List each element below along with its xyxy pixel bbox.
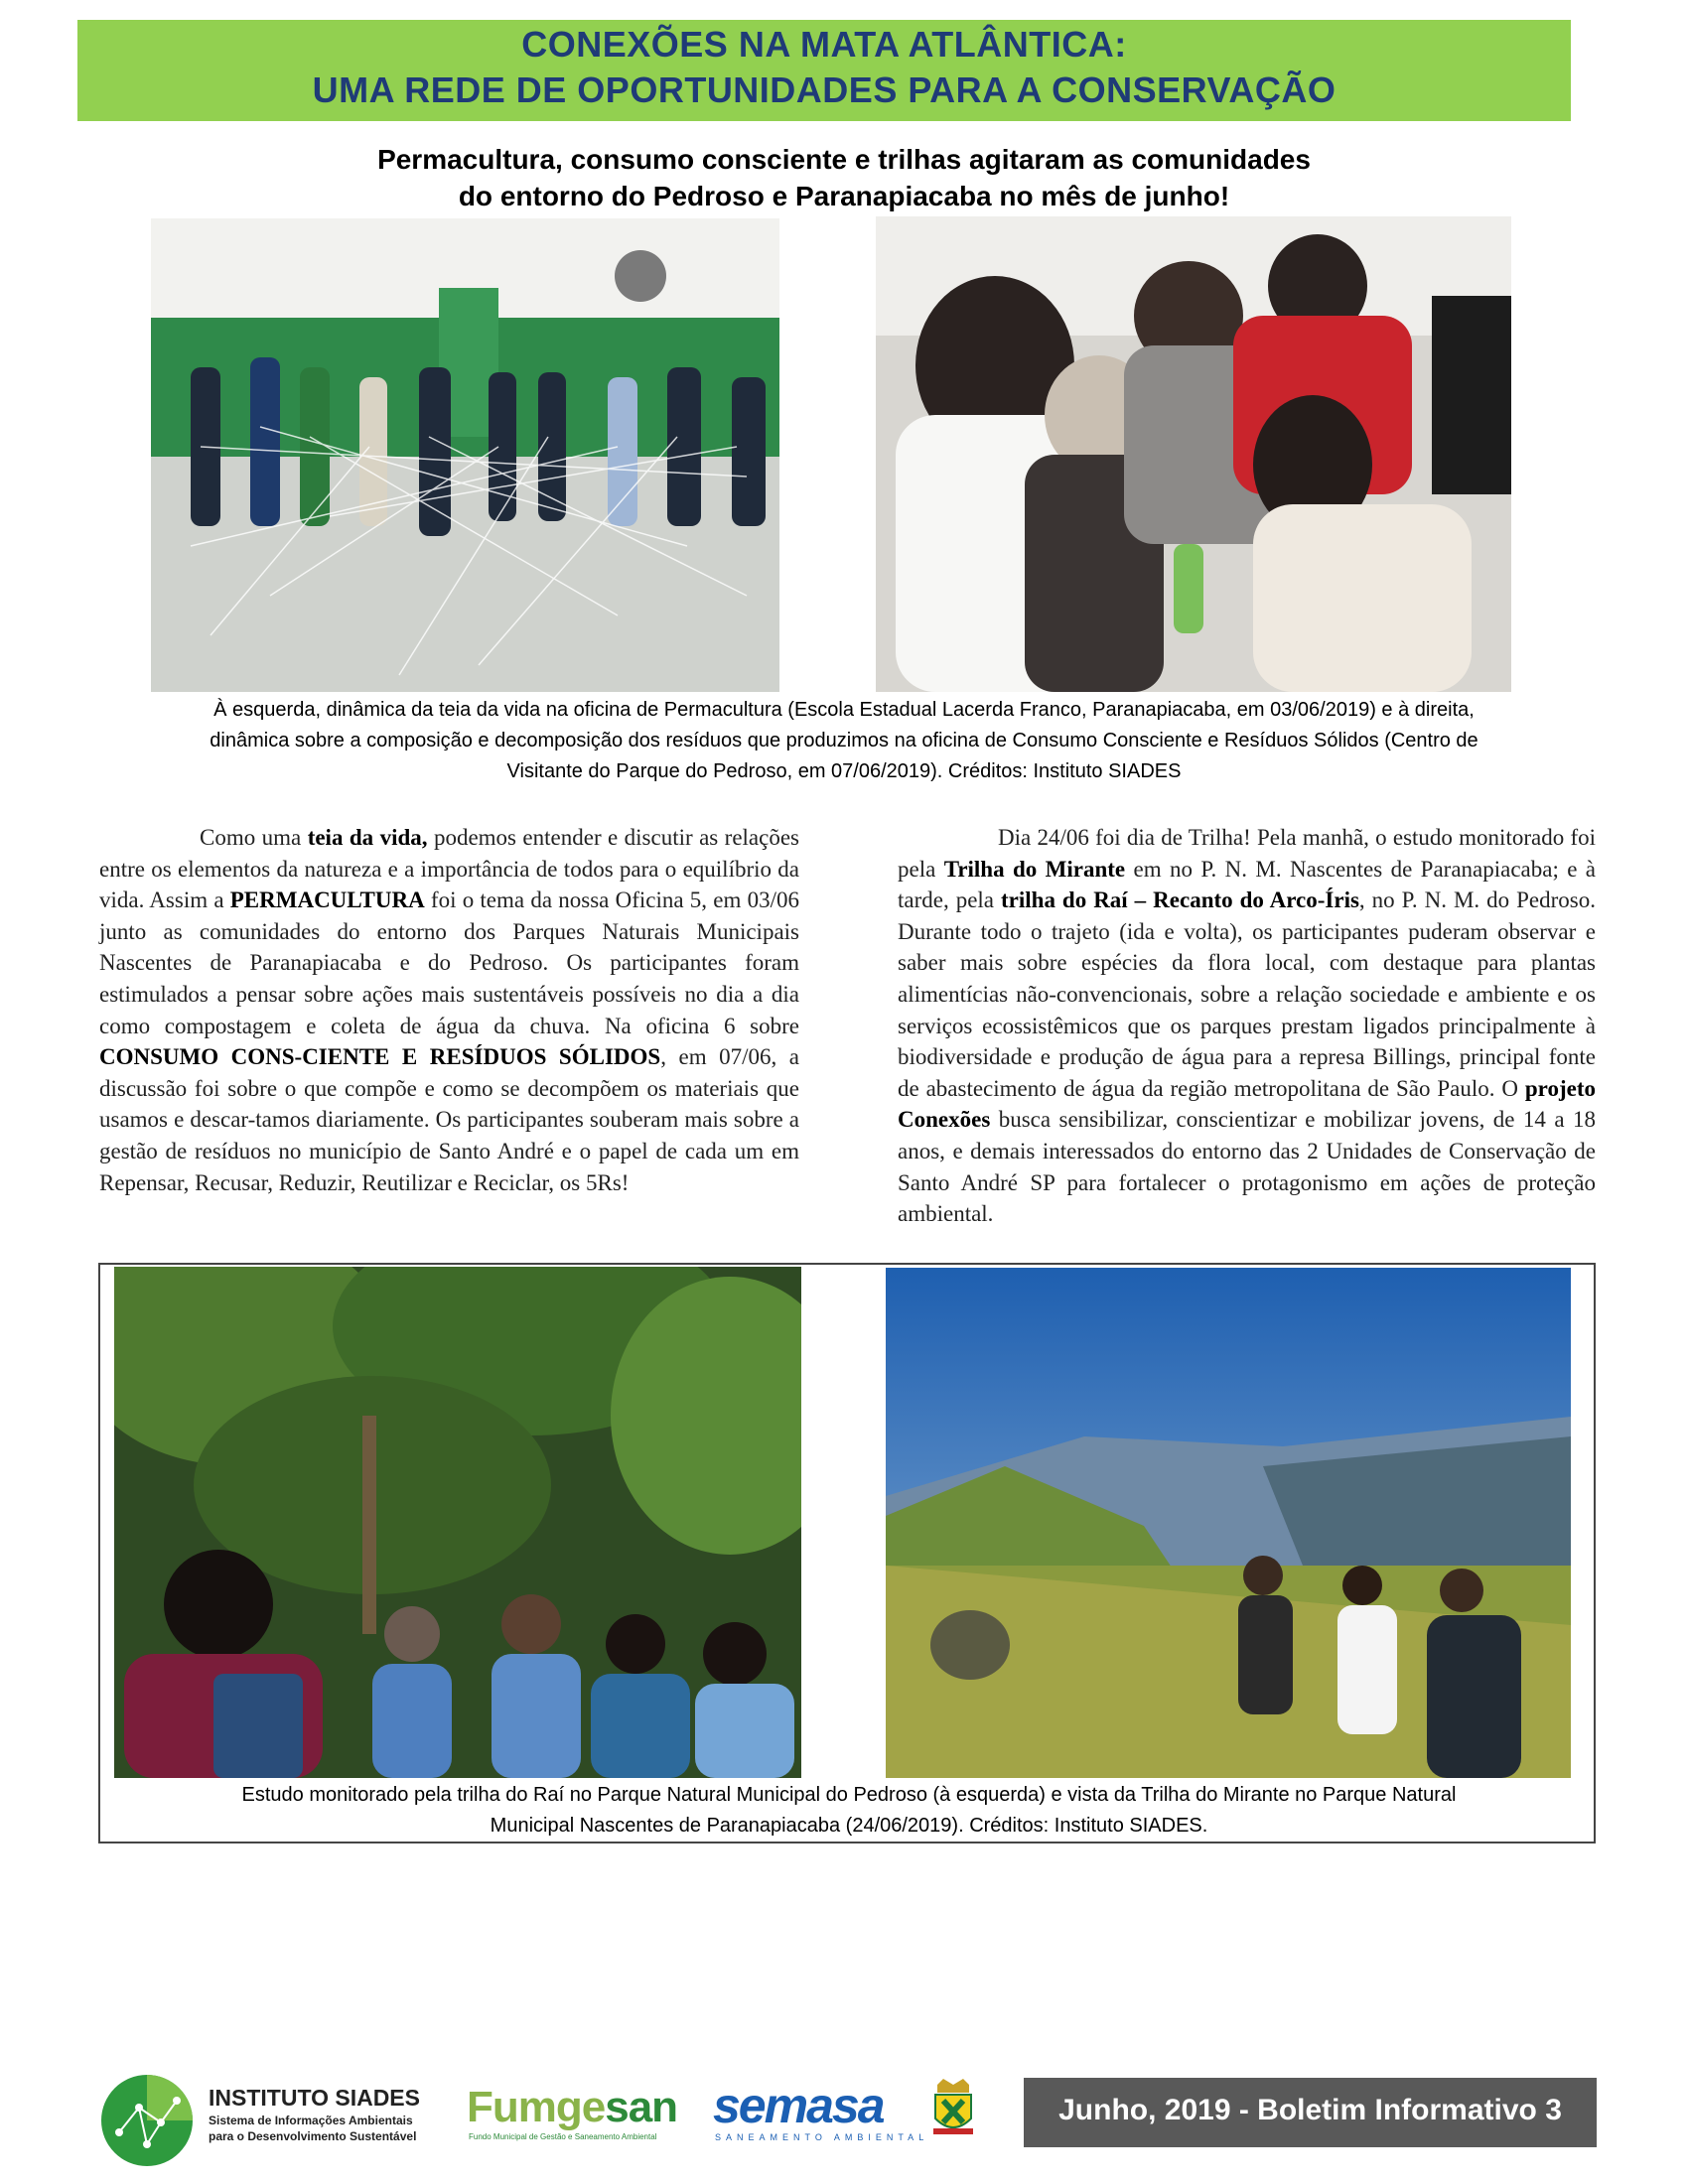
text-run: Como uma bbox=[200, 825, 308, 850]
text-run: , em 07/06, a discussão foi sobre o que compõe e como se decompõem os materiais que usamos e descar-tamos diariamente. Os participantes souberam mais sobre a gestão de resíduos no município de Santo André e o papel de cada um em Repensar, Recusar, Reduzir, Reutilizar e Reciclar, os 5Rs! bbox=[99, 1044, 799, 1195]
caption-top-line2: dinâmica sobre a composição e decomposição dos resíduos que produzimos na oficina de Consumo Consciente e Resíduos Sólidos (Centro de bbox=[210, 730, 1478, 751]
caption-bottom-line2: Municipal Nascentes de Paranapiacaba (24/06/2019). Créditos: Instituto SIADES. bbox=[490, 1815, 1208, 1837]
photo-trilha-do-rai bbox=[114, 1267, 801, 1778]
article-subtitle bbox=[199, 141, 1489, 214]
text-run: , no P. N. M. do Pedroso. Durante todo o trajeto (ida e volta), os participantes puderam observar e saber mais sobre espécies da flora local, com destaque para plantas alimentícias não-convencionais, sobre a relação sociedade e ambiente e os serviços ecossistêmicos que os parques prestam ligados principalmente à biodiversidade e produção de água para a represa Billings, principal fonte de abastecimento de água da região metropolitana de São Paulo. O bbox=[898, 887, 1596, 1101]
photo-trilha-do-mirante bbox=[886, 1268, 1571, 1778]
siades-description bbox=[209, 2113, 457, 2144]
photo-permacultura-workshop bbox=[151, 218, 779, 692]
page-title-line1: CONEXÕES NA MATA ATLÂNTICA: bbox=[521, 24, 1127, 65]
santo-andre-crest-icon bbox=[929, 2079, 977, 2138]
article-left-paragraph bbox=[99, 822, 799, 1198]
highlight-projeto-conexoes: projeto Conexões bbox=[898, 1075, 1596, 1133]
article-column-left bbox=[99, 822, 799, 1198]
text-run: busca sensibilizar, conscientizar e mobilizar jovens, de 14 a 18 anos, e demais interessados do entorno das 2 Unidades de Conservação de Santo André SP para fortalecer o protagonismo em ações de proteção ambiental. bbox=[898, 1107, 1596, 1227]
caption-bottom-line1: Estudo monitorado pela trilha do Raí no Parque Natural Municipal do Pedroso (à esquerda) e vista da Trilha do Mirante no Parque Natural bbox=[241, 1784, 1457, 1806]
caption-bottom-photos bbox=[129, 1780, 1569, 1842]
siades-desc-line2: para o Desenvolvimento Sustentável bbox=[209, 2129, 417, 2143]
highlight-trilha-do-mirante: Trilha do Mirante bbox=[943, 856, 1126, 882]
article-right-paragraph bbox=[898, 822, 1596, 1230]
siades-logo-icon bbox=[99, 2073, 195, 2168]
text-run: podemos entender e discutir as relações entre os elementos da natureza e a importância de todos para o equilíbrio da vida. Assim a bbox=[99, 825, 799, 913]
highlight-consumo-consciente: CONSUMO CONS-CIENTE E RESÍDUOS SÓLIDOS bbox=[99, 1044, 661, 1070]
caption-top-photos bbox=[109, 695, 1579, 787]
photo-consumo-consciente-workshop bbox=[876, 216, 1511, 692]
header-banner bbox=[77, 20, 1571, 121]
page-title-line2: UMA REDE DE OPORTUNIDADES PARA A CONSERVAÇÃO bbox=[312, 69, 1336, 110]
highlight-teia-da-vida: teia da vida, bbox=[307, 825, 428, 850]
text-run: foi o tema da nossa Oficina 5, em 03/06 junto as comunidades do entorno dos Parques Naturais Municipais Nascentes de Paranapiacaba e do Pedroso. Os participantes foram estimulados a pensar sobre ações mais sustentáveis possíveis no dia a dia como compostagem e coleta de água da chuva. Na oficina 6 sobre bbox=[99, 887, 799, 1038]
fumgesan-logo-part1: Fumge bbox=[467, 2083, 606, 2131]
highlight-permacultura: PERMACULTURA bbox=[229, 887, 425, 913]
fumgesan-logo bbox=[467, 2083, 677, 2132]
caption-top-line1: À esquerda, dinâmica da teia da vida na oficina de Permacultura (Escola Estadual Lacerda Franco, Paranapiacaba, em 03/06/2019) e à direita, bbox=[213, 699, 1475, 721]
semasa-subtitle: SANEAMENTO AMBIENTAL bbox=[715, 2132, 929, 2142]
fumgesan-subtitle: Fundo Municipal de Gestão e Saneamento Ambiental bbox=[469, 2132, 657, 2141]
fumgesan-logo-part2: san bbox=[605, 2083, 678, 2131]
siades-name: INSTITUTO SIADES bbox=[209, 2085, 420, 2111]
subtitle-line2: do entorno do Pedroso e Paranapiacaba no mês de junho! bbox=[458, 181, 1230, 211]
article-column-right bbox=[898, 822, 1596, 1230]
siades-desc-line1: Sistema de Informações Ambientais bbox=[209, 2114, 413, 2127]
highlight-trilha-do-rai: trilha do Raí – Recanto do Arco-Íris bbox=[1001, 887, 1359, 913]
subtitle-line1: Permacultura, consumo consciente e trilhas agitaram as comunidades bbox=[377, 144, 1311, 175]
text-run: em no P. N. M. Nascentes de Paranapiacaba; e à tarde, pela bbox=[898, 856, 1597, 913]
semasa-logo: semasa bbox=[713, 2078, 884, 2133]
caption-top-line3: Visitante do Parque do Pedroso, em 07/06/2019). Créditos: Instituto SIADES bbox=[506, 760, 1182, 782]
text-run: Dia 24/06 foi dia de Trilha! Pela manhã, o estudo monitorado foi pela bbox=[898, 825, 1596, 882]
bulletin-footer-bar bbox=[1024, 2078, 1597, 2147]
bulletin-label: Junho, 2019 - Boletim Informativo 3 bbox=[1058, 2094, 1562, 2126]
